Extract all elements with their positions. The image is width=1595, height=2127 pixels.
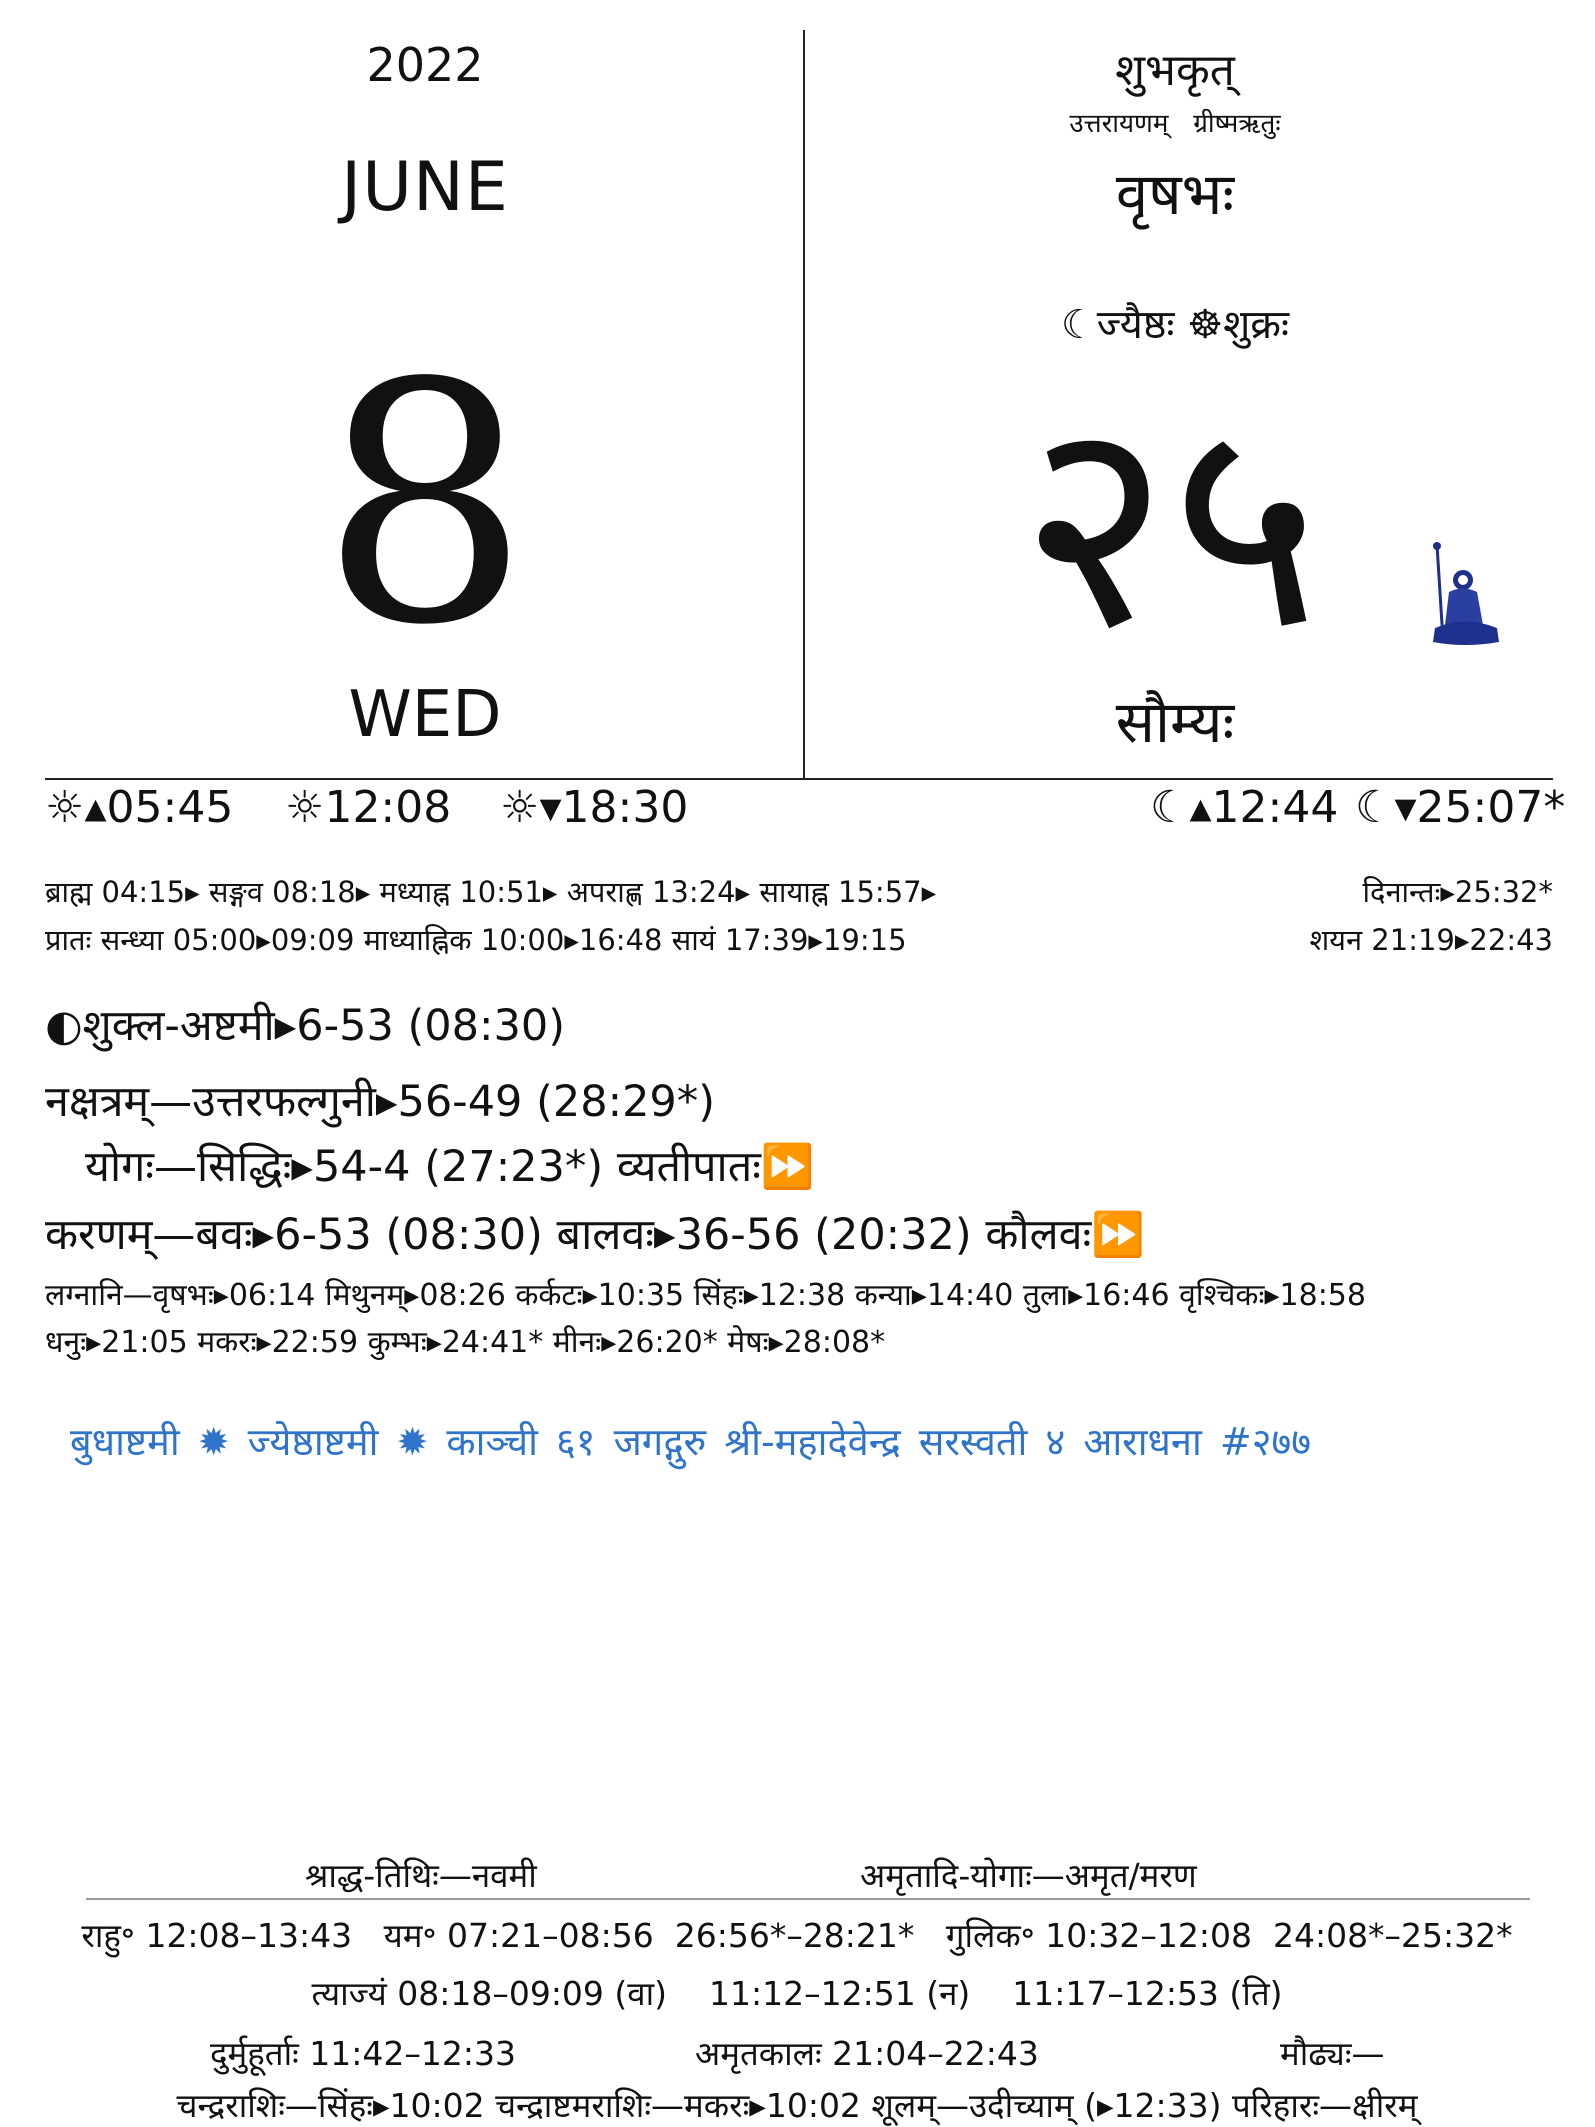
nakshatra: नक्षत्रम्—उत्तरफल्गुनी▸56-49 (28:29*) [45,1077,716,1127]
sunset-time: ☼▾18:30 [500,782,689,833]
festival-line: बुधाष्टमी ✹ ज्येष्ठाष्टमी ✹ काञ्ची ६१ जगद्गुरु श्री-महादेवेन्द्र सरस्वती ४ आराधना #२७७ [70,1420,1312,1464]
karana: करणम्—बवः▸6-53 (08:30) बालवः▸36-56 (20:32) कौलवः⏩ [45,1210,1145,1260]
shraddha-tithi: श्राद्ध-तिथिः—नवमी [305,1856,537,1895]
maudhya: मौढ्यः— [1280,2034,1385,2073]
day-number: 8 [320,313,530,697]
durmuhurta: दुर्मुहूर्ताः 11:42–12:33 [210,2034,516,2073]
header-divider [45,778,1553,780]
weekday: WED [348,678,502,752]
ayana-ritu: उत्तरायणम् ग्रीष्मऋतुः [1069,109,1281,139]
solar-date: २५ [1019,356,1321,693]
year: 2022 [366,38,484,92]
yoga: योगः—सिद्धिः▸54-4 (27:23*) व्यतीपातः⏩ [85,1142,815,1192]
sandhya-line: प्रातः सन्ध्या 05:00▸09:09 माध्याह्निक 10:00▸16:48 सायं 17:39▸19:15 [45,923,907,957]
lagna-line-2: धनुः▸21:05 मकरः▸22:59 कुम्भः▸24:41* मीनः▸26:20* मेषः▸28:08* [45,1325,886,1360]
vasara: सौम्यः [1115,688,1235,756]
guru-image [1425,540,1505,650]
month: JUNE [341,148,509,227]
tithi: ◐शुक्ल-अष्टमी▸6-53 (08:30) [45,1001,565,1051]
shayana: शयन 21:19▸22:43 [1309,923,1553,957]
samvatsara: शुभकृत् [1115,45,1235,96]
moonset-time: ☾▾25:07* [1355,782,1566,833]
noon-time: ☼12:08 [285,782,452,833]
moonrise-time: ☾▴12:44 [1150,782,1339,833]
chandra-rashi-line: चन्द्रराशिः—सिंहः▸10:02 चन्द्राष्टमराशिः—मकरः▸10:02 शूलम्—उदीच्याम् (▸12:33) परिहारः—क्षीरम् [176,2086,1418,2125]
lunar-month: ☾ज्यैष्ठः ☸शुक्रः [1060,302,1290,348]
muhurta-line-1: ब्राह्म 04:15▸ सङ्गव 08:18▸ मध्याह्न 10:51▸ अपराह्ण 13:24▸ सायाह्न 15:57▸ [45,875,937,909]
rahu-yama-gulika: राहु॰ 12:08–13:43 यम॰ 07:21–08:56 26:56*–28:21* गुलिक॰ 10:32–12:08 24:08*–25:32* [81,1916,1513,1955]
amritakala: अमृतकालः 21:04–22:43 [695,2034,1039,2073]
vertical-divider [803,30,805,778]
bottom-divider [86,1898,1530,1900]
sunrise-time: ☼▴05:45 [45,782,234,833]
dinanta: दिनान्तः▸25:32* [1362,875,1553,909]
amritadi-yoga: अमृतादि-योगाः—अमृत/मरण [860,1856,1197,1895]
solar-rashi: वृषभः [1115,160,1235,228]
tyajya: त्याज्यं 08:18–09:09 (वा) 11:12–12:51 (न) 11:17–12:53 (ति) [311,1974,1283,2013]
lagna-line-1: लग्नानि—वृषभः▸06:14 मिथुनम्▸08:26 कर्कटः▸10:35 सिंहः▸12:38 कन्या▸14:40 तुला▸16:46 वृश्चिकः▸18:58 [45,1278,1366,1313]
